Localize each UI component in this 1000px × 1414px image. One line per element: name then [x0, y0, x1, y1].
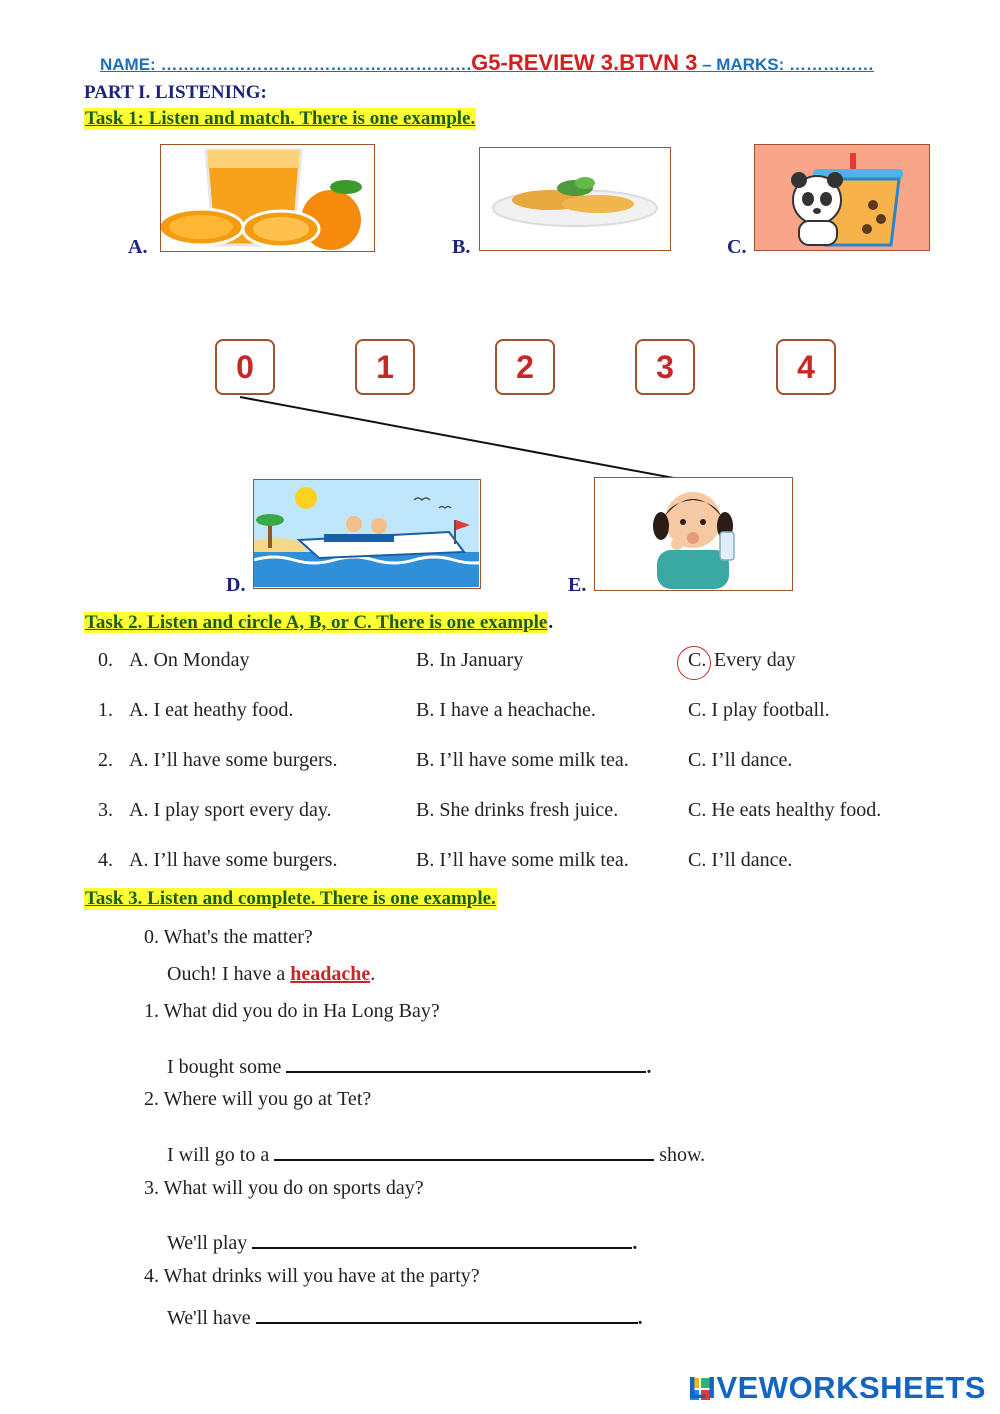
- task3-answer-1-suffix: .: [646, 1056, 652, 1078]
- task3-answer-0: [167, 963, 375, 986]
- task2-title: Task 2. Listen and circle A, B, or C. There is one example: [85, 612, 548, 633]
- task3-blank-3[interactable]: [252, 1227, 632, 1249]
- task3-answer-2: [167, 1139, 705, 1167]
- task2-row-3-option-b[interactable]: B. She drinks fresh juice.: [416, 799, 619, 821]
- speedboat-icon: [254, 480, 479, 587]
- picture-c-label: C.: [727, 236, 747, 258]
- task2-row-3-number: 3.: [98, 799, 113, 821]
- task2-row-1-option-a[interactable]: A. I eat heathy food.: [129, 699, 294, 721]
- liveworksheets-brand[interactable]: LIVEWORKSHEETS: [687, 1370, 986, 1405]
- task3-answer-0-suffix: .: [370, 963, 376, 985]
- task3-answer-0-prefix: Ouch! I have a: [167, 963, 291, 985]
- task3-answer-1-prefix: I bought some: [167, 1056, 287, 1078]
- task2-row-3-option-a[interactable]: A. I play sport every day.: [129, 799, 332, 821]
- marks-field-label: – MARKS: ……………: [702, 55, 874, 74]
- worksheet-title: G5-REVIEW 3.BTVN 3: [471, 50, 698, 75]
- example-answer-word: headache: [290, 963, 371, 985]
- picture-e-label: E.: [568, 574, 587, 596]
- number-box-0[interactable]: 0: [215, 339, 275, 395]
- task2-row-0-option-c[interactable]: Every day: [714, 649, 796, 671]
- task3-question-0: 0. What's the matter?: [144, 926, 313, 948]
- girl-drinking-icon: [595, 478, 791, 589]
- task2-row-4-number: 4.: [98, 849, 113, 871]
- task3-question-3: 3. What will you do on sports day?: [144, 1177, 424, 1199]
- task2-row-2-option-c[interactable]: C. I’ll dance.: [688, 749, 793, 771]
- task3-answer-4-prefix: We'll have: [167, 1307, 256, 1329]
- task3-blank-4[interactable]: [256, 1302, 638, 1324]
- number-box-2[interactable]: 2: [495, 339, 555, 395]
- task2-row-0-option-c-letter[interactable]: C.: [688, 649, 707, 671]
- task3-answer-3: [167, 1227, 637, 1255]
- task3-question-2: 2. Where will you go at Tet?: [144, 1088, 372, 1110]
- task3-answer-4: [167, 1302, 643, 1330]
- task3-blank-2[interactable]: [274, 1139, 654, 1161]
- task2-row-0-option-b[interactable]: B. In January: [416, 649, 524, 671]
- task2-title-period: .: [548, 612, 554, 633]
- task3-answer-1: [167, 1051, 651, 1079]
- task2-title-wrapper: [84, 612, 553, 634]
- picture-e[interactable]: [594, 477, 793, 591]
- task3-answer-3-suffix: .: [632, 1232, 638, 1254]
- task2-row-4-option-c[interactable]: C. I’ll dance.: [688, 849, 793, 871]
- picture-d-label: D.: [226, 574, 246, 596]
- task2-row-2-option-b[interactable]: B. I’ll have some milk tea.: [416, 749, 629, 771]
- picture-a-label: A.: [128, 236, 148, 258]
- task2-row-1-option-c[interactable]: C. I play football.: [688, 699, 830, 721]
- task2-row-2-option-a[interactable]: A. I’ll have some burgers.: [129, 749, 338, 771]
- number-box-3[interactable]: 3: [635, 339, 695, 395]
- task3-blank-1[interactable]: [286, 1051, 646, 1073]
- task1-title: Task 1: Listen and match. There is one example.: [85, 108, 476, 129]
- task2-row-2-number: 2.: [98, 749, 113, 771]
- name-field-label: NAME: ……………………………………………….: [100, 55, 472, 74]
- task3-answer-4-suffix: .: [637, 1307, 643, 1329]
- task2-row-4-option-b[interactable]: B. I’ll have some milk tea.: [416, 849, 629, 871]
- task2-row-1-option-b[interactable]: B. I have a heachache.: [416, 699, 596, 721]
- number-box-4[interactable]: 4: [776, 339, 836, 395]
- task2-row-3-option-c[interactable]: C. He eats healthy food.: [688, 799, 882, 821]
- task3-question-4: 4. What drinks will you have at the party?: [144, 1265, 480, 1287]
- task3-title: Task 3. Listen and complete. There is one example.: [85, 888, 496, 909]
- task2-row-4-option-a[interactable]: A. I’ll have some burgers.: [129, 849, 338, 871]
- task3-question-1: 1. What did you do in Ha Long Bay?: [144, 1000, 440, 1022]
- picture-d[interactable]: [253, 479, 481, 589]
- picture-b-label: B.: [452, 236, 471, 258]
- task3-answer-2-prefix: I will go to a: [167, 1144, 275, 1166]
- task3-answer-3-prefix: We'll play: [167, 1232, 253, 1254]
- task2-row-0-number: 0.: [98, 649, 113, 671]
- example-match-line: [0, 0, 1000, 600]
- number-box-1[interactable]: 1: [355, 339, 415, 395]
- task2-row-0-option-a[interactable]: A. On Monday: [129, 649, 250, 671]
- task3-answer-2-suffix: show.: [654, 1144, 706, 1166]
- part-title: PART I. LISTENING:: [84, 82, 267, 103]
- task2-row-1-number: 1.: [98, 699, 113, 721]
